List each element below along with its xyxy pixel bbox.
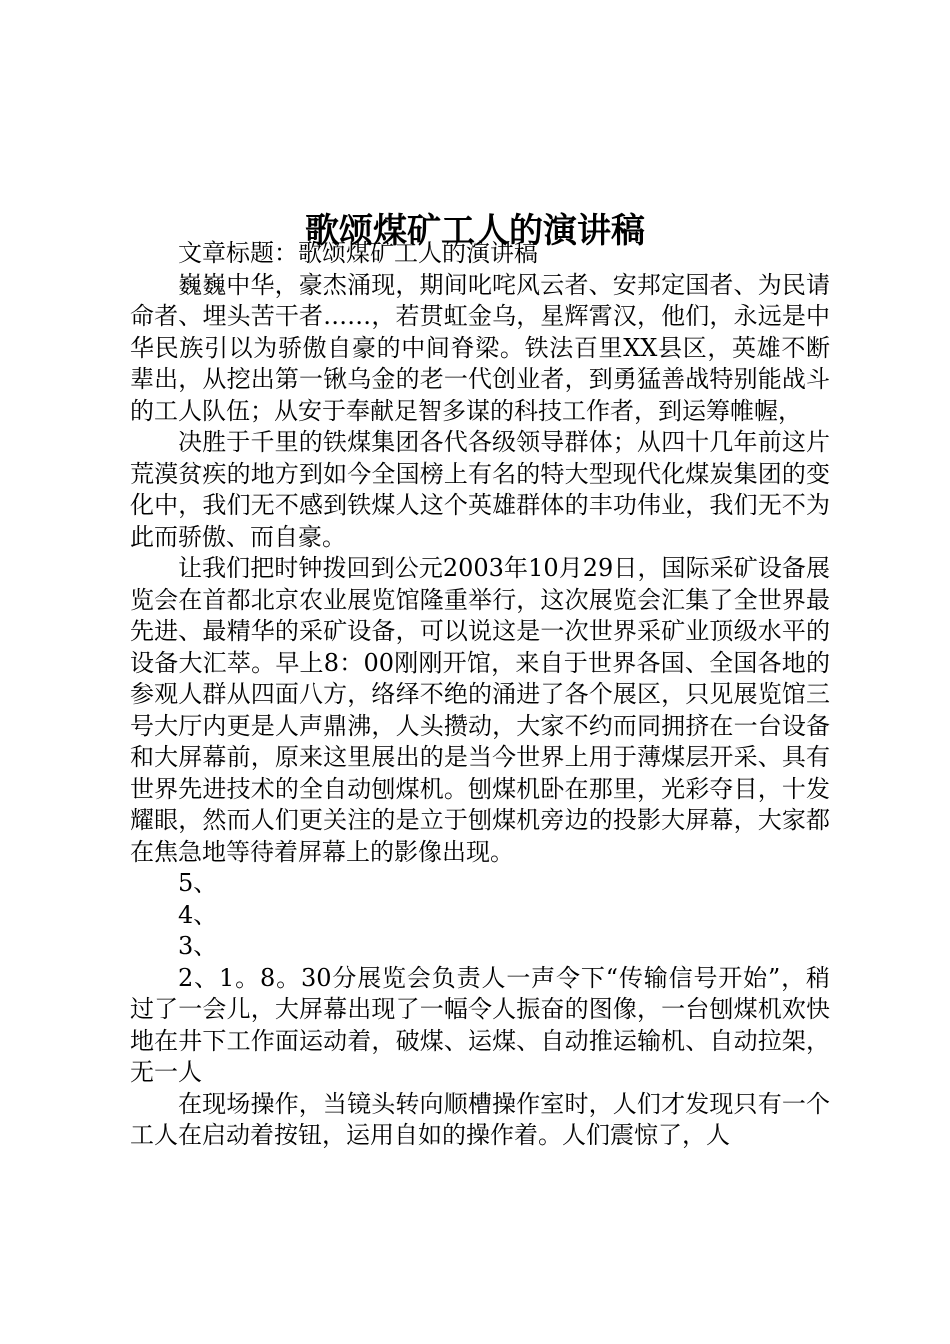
paragraph: 在现场操作，当镜头转向顺槽操作室时，人们才发现只有一个工人在启动着按钮，运用自如的操作着。人们震惊了，人 xyxy=(130,1089,830,1149)
paragraph: 让我们把时钟拨回到公元2003年10月29日，国际采矿设备展览会在首都北京农业展览馆隆重举行，这次展览会汇集了全世界最先进、最精华的采矿设备，可以说这是一次世界采矿业顶级水平的设备大汇萃。早上8：00刚刚开馆，来自于世界各国、全国各地的参观人群从四面八方，络绎不绝的涌进了各个展区，只见展览馆三号大厅内更是人声鼎沸，人头攒动，大家不约而同拥挤在一台设备和大屏幕前，原来这里展出的是当今世界上用于薄煤层开采、具有世界先进技术的全自动刨煤机。刨煤机卧在那里，光彩夺目，十发耀眼，然而人们更关注的是立于刨煤机旁边的投影大屏幕，大家都在焦急地等待着屏幕上的影像出现。 xyxy=(130,554,830,866)
page-title: 歌颂煤矿工人的演讲稿 xyxy=(305,210,645,251)
paragraph: 2、1。8。30分展览会负责人一声令下“传输信号开始”，稍过了一会儿，大屏幕出现了一幅令人振奋的图像，一台刨煤机欢快地在井下工作面运动着，破煤、运煤、自动推运输机、自动拉架，无一人 xyxy=(130,963,830,1086)
paragraph-article-heading: 文章标题：歌颂煤矿工人的演讲稿 xyxy=(178,239,538,267)
countdown-item: 5、 xyxy=(178,869,218,897)
document-body xyxy=(130,238,830,1152)
paragraph: 决胜于千里的铁煤集团各代各级领导群体；从四十几年前这片荒漠贫疾的地方到如今全国榜上有名的特大型现代化煤炭集团的变化中，我们无不感到铁煤人这个英雄群体的丰功伟业，我们无不为此而骄傲、而自豪。 xyxy=(130,428,830,551)
countdown-item: 3、 xyxy=(178,932,218,960)
paragraph: 巍巍中华，豪杰涌现，期间叱咤风云者、安邦定国者、为民请命者、埋头苦干者……，若贯虹金乌，星辉霄汉，他们，永远是中华民族引以为骄傲自豪的中间脊梁。铁法百里XX县区，英雄不断辈出，从挖出第一锹乌金的老一代创业者，到勇猛善战特别能战斗的工人队伍；从安于奉献足智多谋的科技工作者，到运筹帷幄， xyxy=(130,270,830,425)
countdown-item: 4、 xyxy=(178,900,218,929)
